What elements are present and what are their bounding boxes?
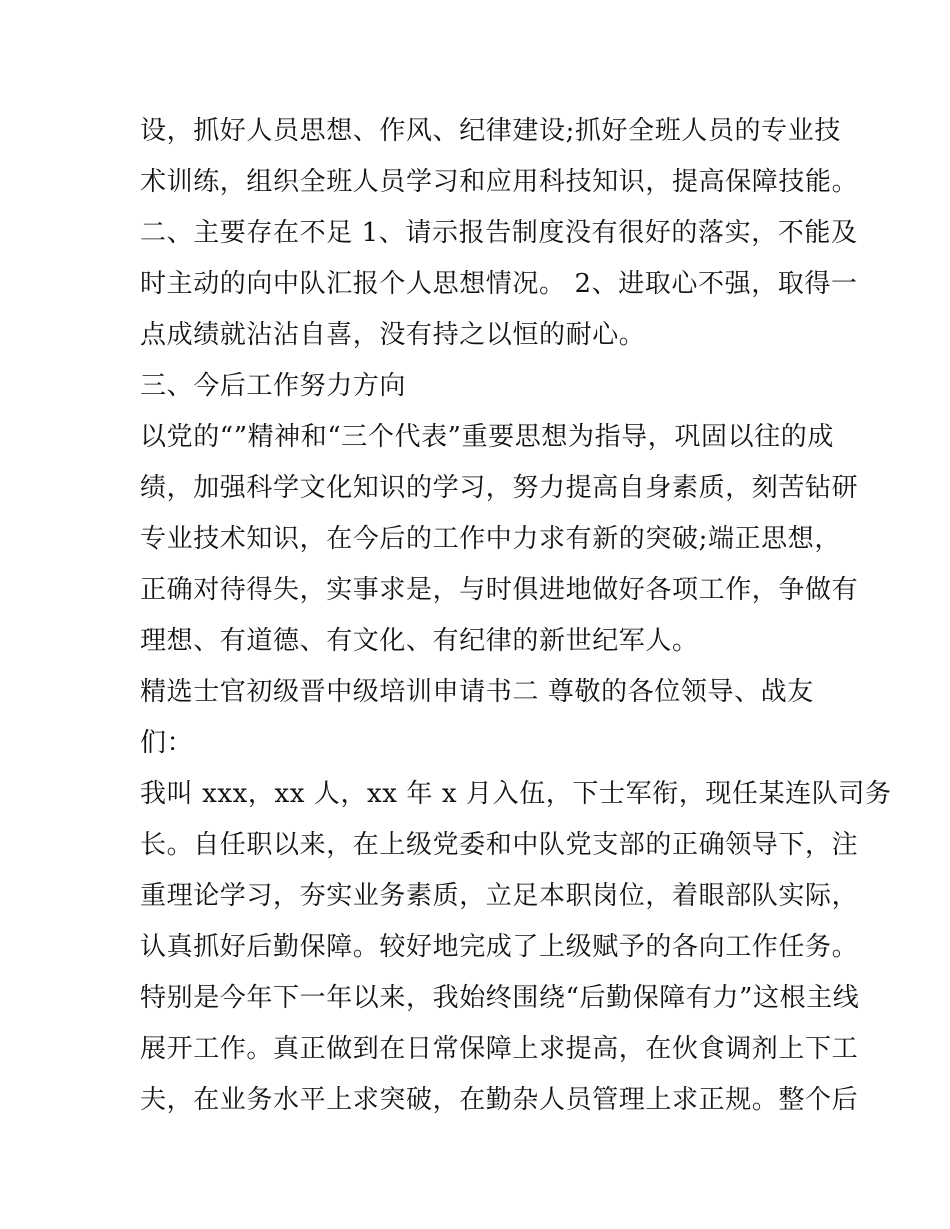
text-line: 认真抓好后勤保障。较好地完成了上级赋予的各向工作任务。 xyxy=(140,932,859,962)
text-line: 我叫 xxx，xx 人，xx 年 x 月入伍，下士军衔，现任某连队司务 xyxy=(140,779,892,809)
text-line: 长。自任职以来，在上级党委和中队党支部的正确领导下，注 xyxy=(140,830,859,860)
text-line: 展开工作。真正做到在日常保障上求提高，在伙食调剂上下工 xyxy=(140,1034,859,1064)
text-line: 重理论学习，夯实业务素质，立足本职岗位，着眼部队实际， xyxy=(140,881,859,911)
text-line: 专业技术知识，在今后的工作中力求有新的突破;端正思想， xyxy=(140,524,841,554)
text-line: 时主动的向中队汇报个人思想情况。 2、进取心不强，取得一 xyxy=(140,269,858,299)
text-line: 们： xyxy=(140,728,194,758)
text-line: 点成绩就沾沾自喜，没有持之以恒的耐心。 xyxy=(140,320,646,350)
text-line: 二、主要存在不足 1、请示报告制度没有很好的落实，不能及 xyxy=(140,218,858,248)
section-heading: 三、今后工作努力方向 xyxy=(140,371,407,401)
document-title-line: 精选士官初级晋中级培训申请书二 尊敬的各位领导、战友 xyxy=(140,677,814,707)
text-line: 绩，加强科学文化知识的学习，努力提高自身素质，刻苦钻研 xyxy=(140,473,859,503)
body-text xyxy=(140,106,892,1126)
text-line: 以党的“”精神和“三个代表”重要思想为指导，巩固以往的成 xyxy=(140,422,834,452)
text-line: 术训练，组织全班人员学习和应用科技知识，提高保障技能。 xyxy=(140,167,859,197)
text-line: 特别是今年下一年以来，我始终围绕“后勤保障有力”这根主线 xyxy=(140,983,860,1013)
text-line: 夫，在业务水平上求突破，在勤杂人员管理上求正规。整个后 xyxy=(140,1085,859,1115)
text-line: 设，抓好人员思想、作风、纪律建设;抓好全班人员的专业技 xyxy=(140,116,841,146)
text-line: 理想、有道德、有文化、有纪律的新世纪军人。 xyxy=(140,626,699,656)
text-line: 正确对待得失，实事求是，与时俱进地做好各项工作，争做有 xyxy=(140,575,859,605)
